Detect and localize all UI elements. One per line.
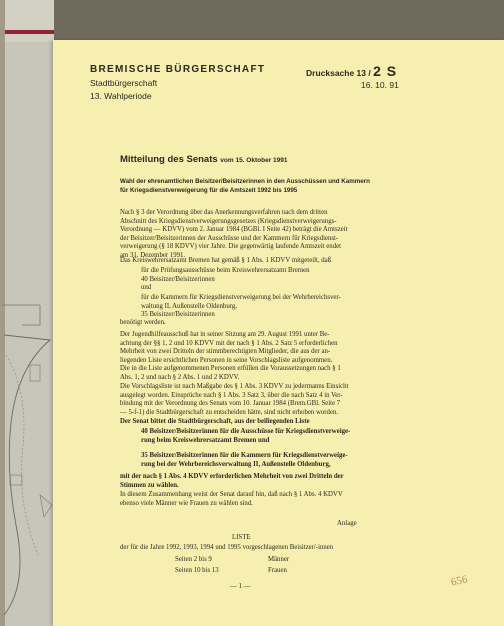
paragraph-5: Der Senat bittet die Stadtbürgerschaft, aus der beiliegenden Liste [120, 418, 310, 425]
text-line: rung beim Kreiswehrersatzamt Bremen und [141, 436, 270, 444]
text-line: Abschnitt des Kriegsdienstverweigerungsgesetzes (Kriegsdienstverweigerungs- [120, 217, 337, 225]
paragraph-3 [120, 331, 341, 383]
paragraph-1 [120, 209, 347, 261]
text-line: Verordnung — KDVV) vom 2. Januar 1984 (BGBl. I Seite 42) beträgt die Amtszeit [120, 226, 348, 234]
paragraph-4 [120, 383, 348, 417]
text-line: Nach § 3 der Verordnung über das Anerkennungsverfahren nach dem dritten [120, 209, 328, 216]
drucksache-prefix: Drucksache 13 / [306, 68, 371, 78]
text-line: Die Vorschlagsliste ist nach Maßgabe des § 1 Abs. 3 KDVV zu jedermanns Einsicht [120, 383, 349, 390]
bold-item-2 [141, 452, 348, 469]
subject-line-1: Wahl der ehrenamtlichen Beisitzer/Beisitzerinnen in den Ausschüssen und Kammern [120, 178, 370, 185]
title-date: vom 15. Oktober 1991 [220, 157, 288, 164]
map-sketch [0, 295, 58, 625]
text-line: liegenden Liste ersichtlichen Personen in seine Vorschlagsliste aufgenommen. [120, 356, 333, 364]
binder-red-stripe [0, 30, 54, 34]
text-line: Die in die Liste aufgenommenen Personen erfüllen die Voraussetzungen nach § 1 [120, 365, 341, 373]
bold-item-1 [141, 428, 350, 445]
text-line: für die Prüfungsausschüsse beim Kreiswehrersatzamt Bremen [141, 267, 310, 274]
list-pruefungsausschuesse [141, 267, 310, 284]
text-line: mit der nach § 1 Abs. 4 KDVV erforderlichen Mehrheit von zwei Dritteln der [120, 473, 344, 480]
text-line: 35 Beisitzer/Beisitzerinnen für die Kammern für Kriegsdienstverweige- [141, 452, 348, 459]
und-label: und [141, 284, 152, 291]
text-line: Stimmen zu wählen. [120, 481, 179, 489]
text-line: für die Kammern für Kriegsdienstverweigerung bei der Wehrbereichsver- [141, 294, 341, 301]
title-main: Mitteilung des Senats [120, 154, 218, 165]
liste-heading: LISTE [232, 534, 251, 541]
document-title [120, 154, 288, 165]
drucksache-number: 2 S [373, 63, 398, 79]
document-date: 16. 10. 91 [361, 80, 399, 90]
subject-line-2: für Kriegsdienstverweigerung für die Amtszeit 1992 bis 1995 [120, 187, 298, 194]
org-subtitle: Stadtbürgerschaft [90, 78, 158, 88]
page-number: — 1 — [230, 583, 251, 590]
benoetigt-text: benötigt werden. [120, 319, 166, 326]
liste-row-1-label: Seiten 2 bis 9 [175, 556, 212, 563]
text-line: Mehrheit von zwei Dritteln der stimmberechtigten Mitglieder, die aus der an- [120, 348, 331, 356]
text-line: — 5-f-1) die Stadtbürgerschaft zu entscheiden hätte, sind nicht erhoben worden. [120, 408, 339, 416]
text-line: Abs. 1, 2 und nach § 2 Abs. 1 und 2 KDVV. [120, 373, 240, 381]
text-line: am 31. Dezember 1991. [120, 251, 186, 259]
text-line: verweigerung (§ 18 KDVV) vier Jahre. Die gegenwärtig laufende Amtszeit endet [120, 243, 342, 251]
text-line: ebenso viele Männer wie Frauen zu wählen sind. [120, 499, 253, 507]
anlage-label: Anlage [337, 520, 357, 527]
archive-stamp: 656 [449, 573, 469, 589]
paragraph-6 [120, 491, 343, 508]
liste-row-2-label: Seiten 10 bis 13 [175, 567, 219, 574]
bold-item-3 [120, 473, 344, 490]
text-line: bindung mit der Verordnung des Senats vom 10. Januar 1984 (Brem.GBl. Seite 7 [120, 400, 341, 408]
liste-intro: der für die Jahre 1992, 1993, 1994 und 1995 vorgeschlagenen Beisitzer/-innen [120, 544, 334, 551]
wahlperiode: 13. Wahlperiode [90, 91, 152, 101]
text-line: der Beisitzer/Beisitzerinnen der Ausschüsse und der Kammern für Kriegsdienst- [120, 234, 339, 242]
text-line: achtung der §§ 1, 2 und 10 KDVV mit der nach § 1 Abs. 2 Satz 5 erforderlichen [120, 339, 338, 347]
liste-row-1-value: Männer [268, 556, 290, 563]
subject-line [120, 177, 370, 195]
text-line: rung bei der Wehrbereichsverwaltung II, Außenstelle Oldenburg, [141, 460, 331, 468]
binder-cover [0, 0, 54, 42]
org-name: BREMISCHE BÜRGERSCHAFT [90, 64, 266, 75]
paragraph-2: Das Kreiswehrersatzamt Bremen hat gemäß § 1 Abs. 1 KDVV mitgeteilt, daß [120, 257, 332, 264]
drucksache-label [306, 63, 397, 79]
text-line: 40 Beisitzer/Beisitzerinnen für die Ausschüsse für Kriegsdienstverweige- [141, 428, 351, 435]
text-line: waltung II, Außenstelle Oldenburg, [141, 302, 237, 310]
text-line: 35 Beisitzer/Beisitzerinnen [141, 311, 215, 319]
liste-row-2-value: Frauen [268, 567, 287, 574]
text-line: In diesem Zusammenhang weist der Senat darauf hin, daß nach § 1 Abs. 4 KDVV [120, 491, 343, 498]
text-line: ausgelegt worden. Einsprüche nach § 1 Abs. 3 Satz 3, über die nach Satz 4 in Ver- [120, 391, 343, 399]
list-kammern [141, 294, 341, 320]
text-line: 40 Beisitzer/Beisitzerinnen [141, 275, 215, 283]
text-line: Der Jugendhilfeausschuß hat in seiner Sitzung am 29. August 1991 unter Be- [120, 331, 330, 338]
